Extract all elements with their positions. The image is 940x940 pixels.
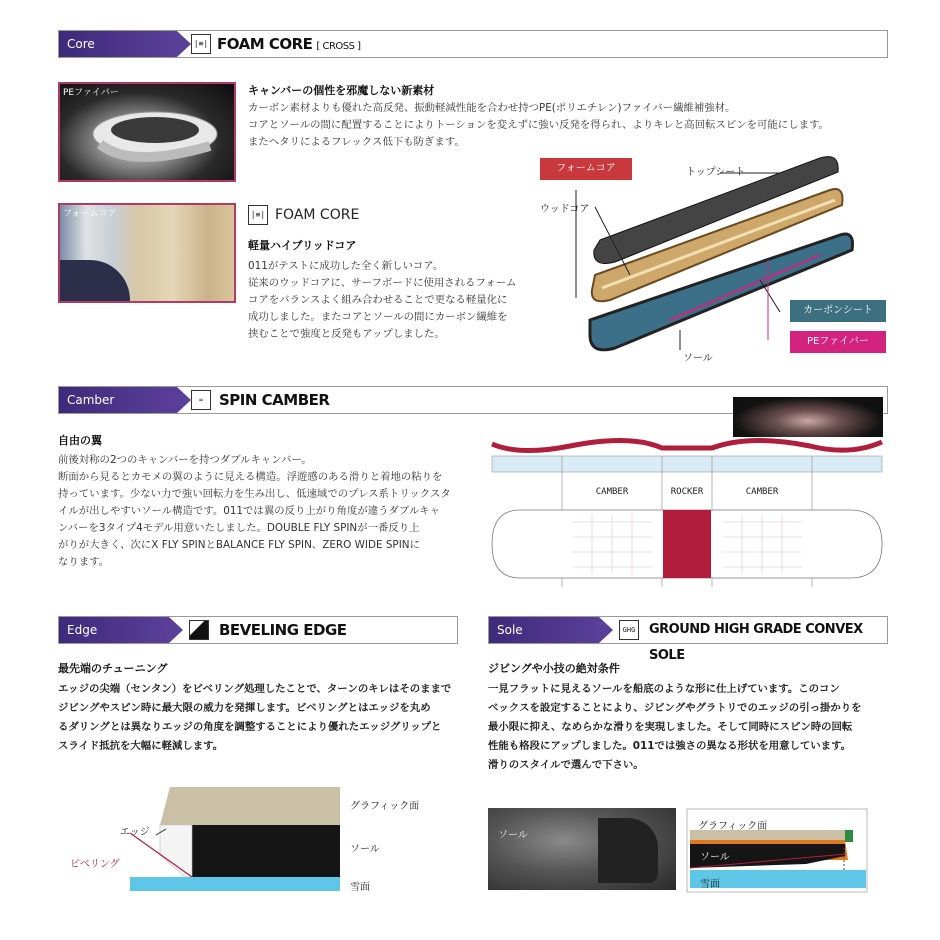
- sole-photo-label: ソール: [498, 830, 528, 841]
- camber-text-line: がりが大きく、次にX FLY SPINとBALANCE FLY SPIN、ZERO WIDE SPINに: [58, 539, 420, 551]
- pe-fiber-photo: [58, 82, 236, 182]
- sole-photo: [488, 808, 676, 890]
- sole-tag: Sole: [489, 617, 599, 643]
- camber-text: [58, 452, 468, 571]
- camber-text-line: 持っています。少ない力で強い回転力を生み出し、低速域でのプレス系トリックスタ: [58, 488, 451, 500]
- sole-photo-shadow: [598, 818, 658, 883]
- camber-text-line: 断面から見るとカモメの翼のように見える構造。浮遊感のある滑りと着地の粘りを: [58, 471, 443, 483]
- edge-section-header: [58, 616, 458, 644]
- edge-diagram-edge-label: エッジ: [120, 827, 150, 838]
- foam-core-icon-small: |≡|: [248, 205, 268, 225]
- diagram-label-foam-core: フォームコア: [540, 158, 632, 180]
- diagram-label-pe-fiber: PEファイバー: [790, 331, 886, 353]
- pe-photo-label: PEファイバー: [63, 88, 119, 98]
- camber-heading: 自由の翼: [58, 434, 102, 447]
- camber-text-line: 前後対称の2つのキャンバーを持つダブルキャンバー。: [58, 454, 312, 466]
- diagram-label-sole: ソール: [683, 353, 713, 364]
- foam-core-icon: |≡|: [191, 34, 211, 54]
- foam-text: [248, 258, 548, 343]
- sole-text-line: ベックスを設定することにより、ジビングやグラトリでのエッジの引っ掛かりを: [488, 702, 862, 714]
- pe-text-line: コアとソールの間に配置することによりトーションを変えずに強い反発を得られ、よりキレと高回転スピンを可能にします。: [248, 119, 829, 131]
- diagram-label-carbon-sheet: カーボンシート: [790, 300, 886, 322]
- foam-core-photo: [58, 203, 236, 303]
- pe-heading: キャンバーの個性を邪魔しない新素材: [248, 84, 435, 97]
- edge-diagram-graphic-label: グラフィック面: [350, 801, 420, 812]
- foam-text-line: 従来のウッドコアに、サーフボードに使用されるフォーム: [248, 277, 517, 289]
- sole-text: [488, 680, 888, 775]
- pe-text-line: カーボン素材よりも優れた高反発、振動軽減性能を合わせ持つPE(ポリエチレン)ファイバー繊維補強材。: [248, 102, 736, 114]
- beveling-edge-icon: [189, 620, 209, 640]
- sole-heading: ジビングや小技の絶対条件: [488, 662, 620, 675]
- sole-title: GROUND HIGH GRADE CONVEX SOLE: [649, 622, 863, 663]
- foam-text-line: コアをバランスよく組み合わせることで更なる軽量化に: [248, 294, 508, 306]
- core-subtitle: [ CROSS ]: [316, 41, 361, 52]
- core-section-header: [58, 30, 888, 58]
- foam-heading: 軽量ハイブリッドコア: [248, 239, 357, 252]
- core-tag: Core: [59, 31, 177, 57]
- edge-text: [58, 680, 468, 756]
- diagram-label-wood-core: ウッドコア: [540, 204, 590, 215]
- sole-text-line: 性能も格段にアップしました。011では強さの異なる形状を用意しています。: [488, 740, 852, 752]
- edge-diagram-sole-label: ソール: [350, 844, 380, 855]
- edge-text-line: スライド抵抗を大幅に軽減します。: [58, 740, 224, 752]
- sole-diagram-sole-label: ソール: [700, 852, 730, 863]
- spin-camber-icon: ≈: [191, 390, 211, 410]
- foam-photo-label: フォームコア: [63, 209, 117, 219]
- camber-profile-diagram: [490, 432, 885, 587]
- sole-diagram-graphic-label: グラフィック面: [698, 821, 768, 832]
- camber-text-line: なります。: [58, 556, 110, 568]
- diagram-label-top-sheet: トップシート: [686, 167, 746, 178]
- pe-text-line: またヘタリによるフレックス低下も防ぎます。: [248, 136, 465, 148]
- edge-title: BEVELING EDGE: [219, 621, 347, 639]
- edge-diagram-snow-label: 雪面: [350, 882, 370, 893]
- zone-label-camber-right: CAMBER: [745, 487, 779, 497]
- foam-shadow: [60, 260, 130, 303]
- camber-tag: Camber: [59, 387, 177, 413]
- edge-heading: 最先端のチューニング: [58, 662, 168, 675]
- ghg-icon: GHG: [619, 620, 639, 640]
- edge-tag: Edge: [59, 617, 169, 643]
- zone-label-rocker: ROCKER: [670, 487, 704, 497]
- camber-title: SPIN CAMBER: [219, 391, 330, 409]
- foam-text-line: 011がテストに成功した全く新しいコア。: [248, 260, 444, 272]
- foam-text-line: 挟むことで強度と反発もアップしました。: [248, 328, 445, 340]
- edge-text-line: エッジの尖端（センタン）をビベリング処理したことで、ターンのキレはそのままで: [58, 683, 452, 695]
- core-title: [217, 31, 361, 60]
- foam-title: FOAM CORE: [275, 207, 360, 223]
- edge-text-line: るダリングとは異なりエッジの角度を調整することにより優れたエッジグリップと: [58, 721, 442, 733]
- sole-section-header: [488, 616, 888, 663]
- camber-text-line: ンバーを3タイプ4モデル用意いたしました。DOUBLE FLY SPINが一番反り上: [58, 522, 420, 534]
- core-title-text: FOAM CORE: [217, 35, 313, 53]
- sole-text-line: 最小限に抑え、なめらかな滑りを実現しました。そして同時にスピン時の回転: [488, 721, 853, 733]
- beveling-edge-diagram: [100, 785, 340, 895]
- sole-text-line: 滑りのスタイルで選んで下さい。: [488, 759, 644, 771]
- sole-diagram-snow-label: 雪面: [700, 879, 720, 890]
- camber-photo: [733, 397, 883, 437]
- sole-text-line: 一見フラットに見えるソールを船底のような形に仕上げています。このコン: [488, 683, 840, 695]
- edge-diagram-beveling-label: ビベリング: [70, 859, 120, 870]
- pe-roll-illustration: [60, 84, 236, 182]
- pe-text: [248, 100, 888, 151]
- camber-text-line: イルが出しやすいソール構造です。011では翼の反り上がり角度が違うダブルキャ: [58, 505, 441, 517]
- foam-text-line: 成功しました。またコアとソールの間にカーボン繊維を: [248, 311, 508, 323]
- edge-text-line: ジビングやスピン時に最大限の威力を発揮します。ビベリングとはエッジを丸め: [58, 702, 431, 714]
- zone-label-camber-left: CAMBER: [595, 487, 629, 497]
